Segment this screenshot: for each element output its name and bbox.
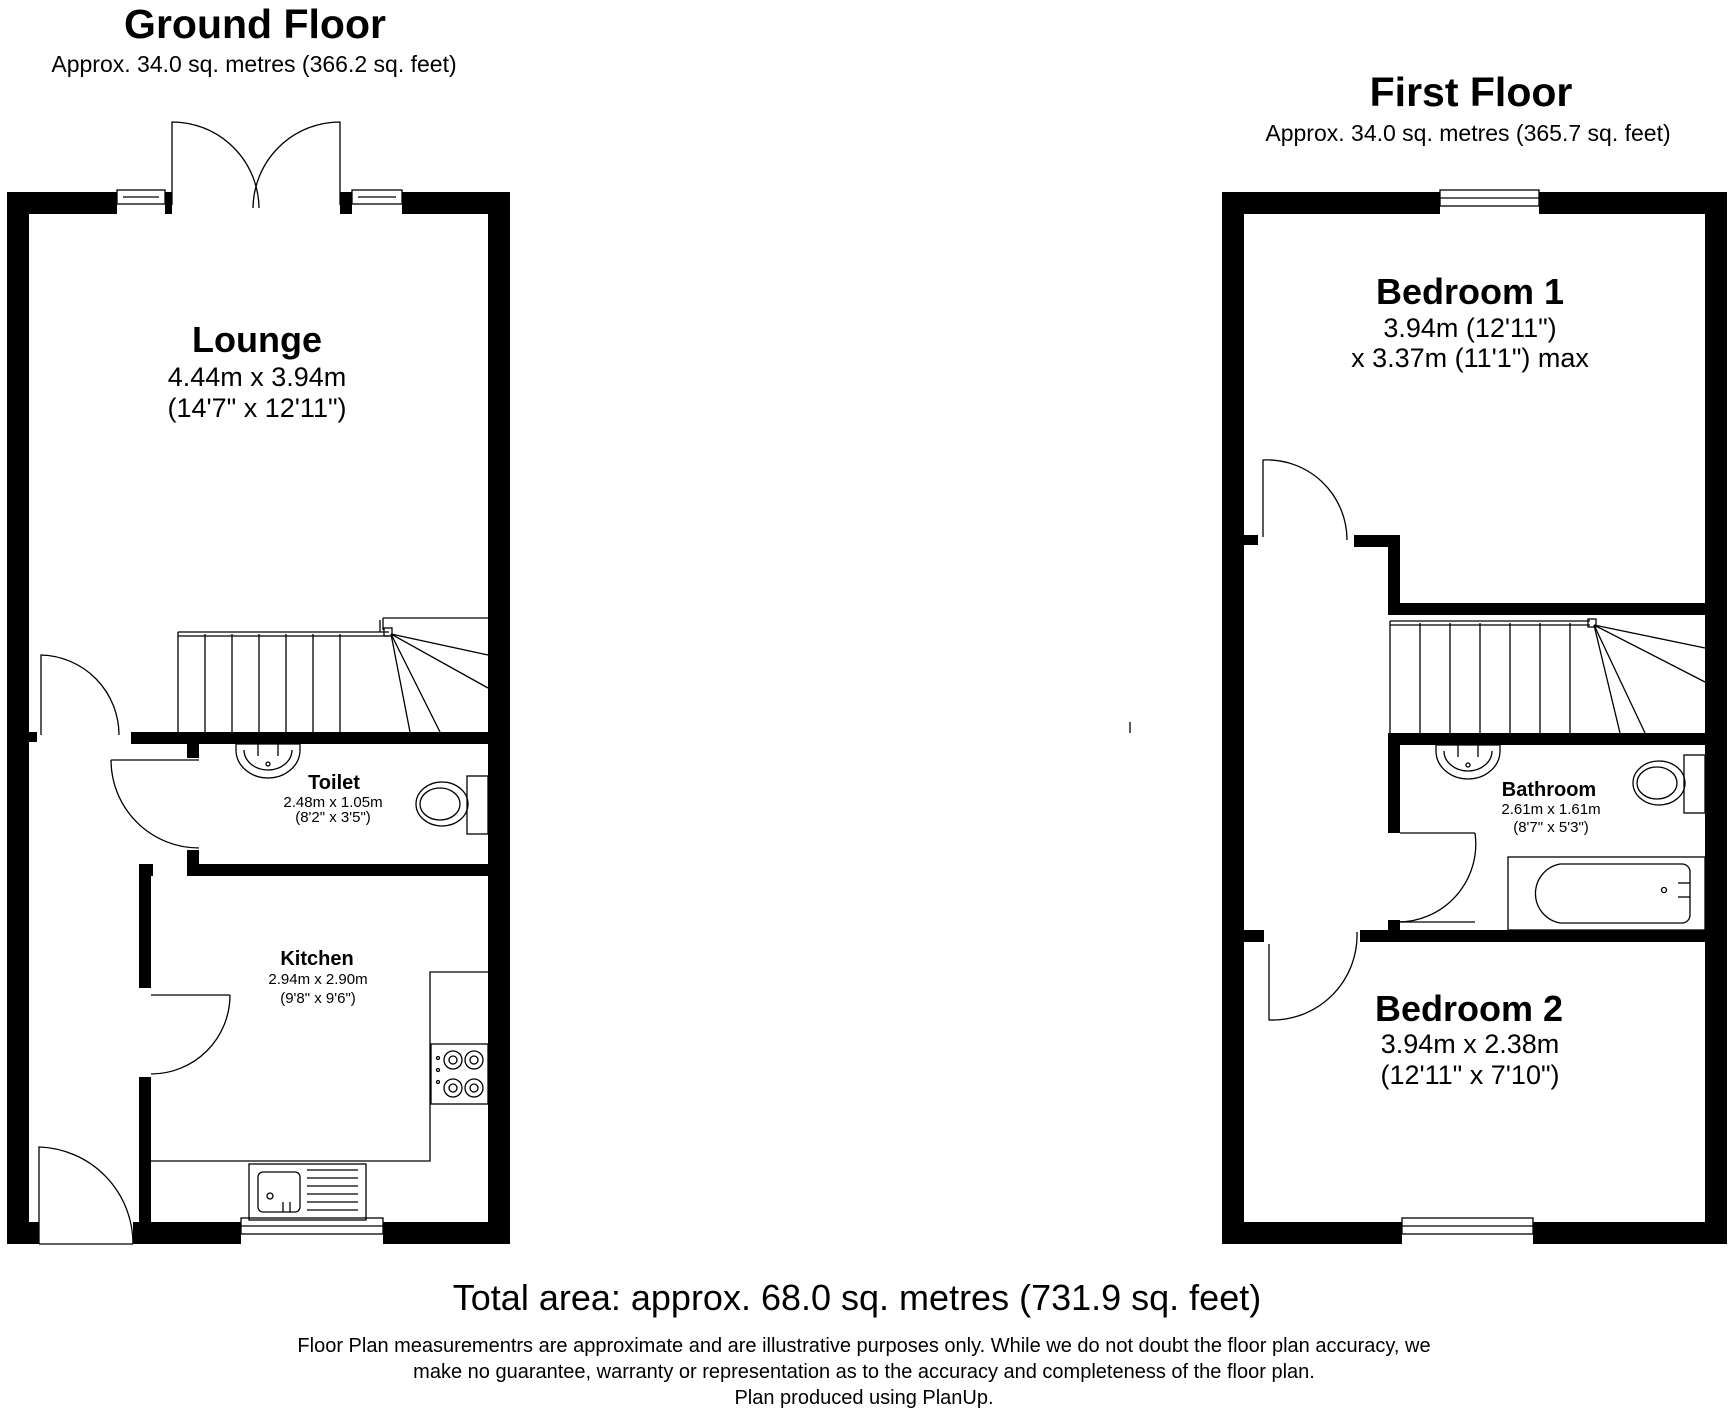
room-dimensions-metric: 2.48m x 1.05m <box>283 794 383 811</box>
wall <box>7 192 29 1244</box>
wall <box>1388 733 1705 745</box>
basin <box>236 744 300 778</box>
room-name: Bedroom 2 <box>1374 988 1564 1029</box>
door <box>1263 460 1347 540</box>
door <box>151 995 230 1074</box>
wall <box>7 192 117 214</box>
room-dimensions-metric: 4.44m x 3.94m <box>167 362 347 392</box>
wall <box>1388 535 1400 609</box>
room-dimensions-imperial: (8'2" x 3'5") <box>295 809 371 826</box>
door <box>41 655 119 735</box>
wall <box>1705 192 1727 1244</box>
wall <box>187 732 199 758</box>
wall <box>1222 192 1244 1244</box>
first-floor-title: First Floor <box>1369 69 1573 115</box>
total-area: Total area: approx. 68.0 sq. metres (731.9 sq. feet) <box>452 1277 1262 1318</box>
ground-floor-area: Approx. 34.0 sq. metres (366.2 sq. feet) <box>51 51 457 77</box>
wall <box>383 1222 510 1244</box>
wall <box>133 1222 241 1244</box>
wall <box>488 192 510 1244</box>
wall <box>187 864 488 876</box>
wall <box>1222 1222 1402 1244</box>
wall <box>1388 733 1400 833</box>
room-dimensions-metric: 3.94m x 2.38m <box>1380 1029 1560 1059</box>
room-name: Toilet <box>308 772 360 794</box>
wall <box>1222 192 1440 214</box>
wall <box>139 1077 151 1222</box>
wall <box>340 192 352 214</box>
wall <box>165 192 172 214</box>
ground-floor-title: Ground Floor <box>124 1 386 47</box>
french-door <box>172 122 259 208</box>
wall <box>7 1222 39 1244</box>
room-dimensions-metric: 2.61m x 1.61m <box>1501 801 1601 818</box>
wall <box>139 864 151 988</box>
wall <box>1539 192 1727 214</box>
first-floor-area: Approx. 34.0 sq. metres (365.7 sq. feet) <box>1265 120 1671 146</box>
basin <box>1436 745 1500 779</box>
wall <box>1244 930 1264 942</box>
ground-floor-fixtures <box>39 122 488 1244</box>
staircase <box>1390 619 1705 733</box>
wall <box>131 732 488 744</box>
door <box>111 760 199 848</box>
disclaimer-line: make no guarantee, warranty or representation as to the accuracy and completeness of the floor plan. <box>413 1361 1315 1383</box>
wall <box>1533 1222 1727 1244</box>
wall <box>1244 535 1258 545</box>
wall <box>187 850 199 864</box>
room-dimensions-imperial: (14'7" x 12'11") <box>167 393 347 423</box>
door <box>1269 932 1357 1020</box>
room-name: Bathroom <box>1501 779 1597 801</box>
room-dimensions-line1: 3.94m (12'11") <box>1383 313 1557 343</box>
hob <box>431 1044 488 1104</box>
room-dimensions-imperial: (8'7" x 5'3") <box>1513 819 1589 836</box>
kitchen-sink <box>249 1164 366 1220</box>
entrance-door <box>39 1147 133 1244</box>
bath <box>1508 857 1705 930</box>
room-dimensions-imperial: (9'8" x 9'6") <box>280 990 356 1007</box>
wall <box>1360 930 1705 942</box>
disclaimer-line: Floor Plan measurementrs are approximate and are illustrative purposes only. While we do not doubt the floor plan accuracy, we <box>297 1335 1431 1357</box>
french-door <box>253 122 340 208</box>
room-name: Kitchen <box>280 948 354 970</box>
toilet-wc <box>416 776 488 834</box>
disclaimer-line: Plan produced using PlanUp. <box>734 1387 994 1409</box>
staircase <box>178 618 488 732</box>
room-name: Bedroom 1 <box>1375 271 1565 312</box>
wall <box>402 192 510 214</box>
room-dimensions-imperial: (12'11" x 7'10") <box>1380 1060 1560 1090</box>
wall <box>29 732 37 742</box>
wall <box>1388 603 1705 615</box>
room-dimensions-metric: 2.94m x 2.90m <box>268 971 368 988</box>
room-dimensions-line2: x 3.37m (11'1") max <box>1351 343 1589 373</box>
room-name: Lounge <box>192 319 322 360</box>
toilet-wc <box>1633 755 1705 813</box>
door <box>1397 833 1476 922</box>
